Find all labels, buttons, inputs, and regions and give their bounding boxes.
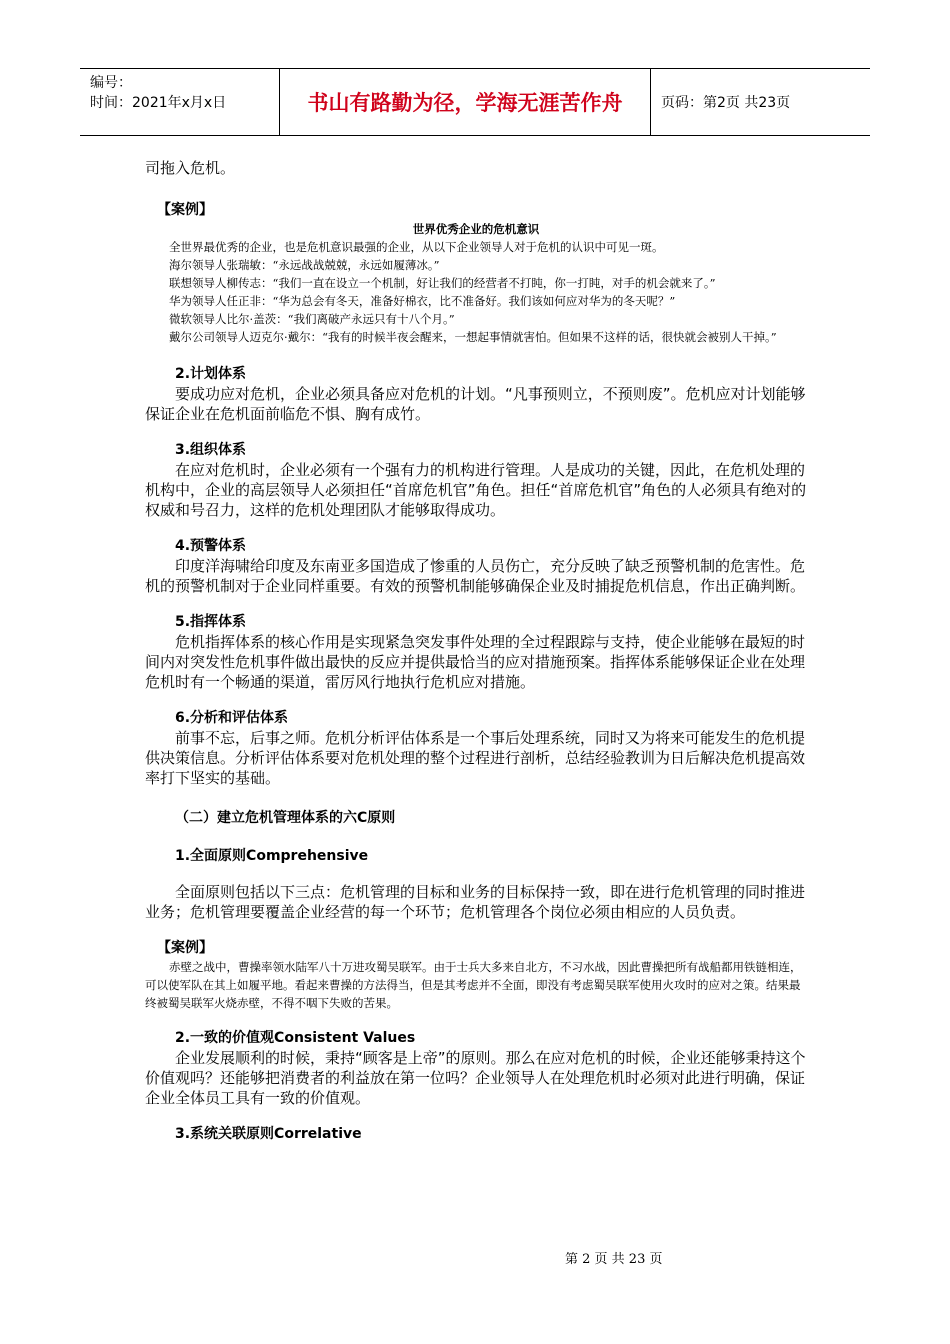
- section-text: 前事不忘，后事之师。危机分析评估体系是一个事后处理系统，同时又为将来可能发生的危机提供决策信息。分析评估体系要对危机处理的整个过程进行剖析，总结经验教训为日后解决危机提高效率打下坚实的基础。: [145, 729, 806, 787]
- case2-text: 赤壁之战中，曹操率领水陆军八十万进攻蜀吴联军。由于士兵大多来自北方，不习水战，因此曹操把所有战船都用铁链相连，可以使军队在其上如履平地。看起来曹操的方法得当，但是其考虑并不全面，即没有考虑蜀吴联军使用火攻时的应对之策。结果最终被蜀吴联军火烧赤壁，不得不咽下失败的苦果。: [145, 960, 802, 1010]
- header-motto: 书山有路勤为径，学海无涯苦作舟: [280, 69, 651, 135]
- case1-line: 微软领导人比尔·盖茨：“我们离破产永远只有十八个月。”: [169, 312, 455, 326]
- principle-heading: 1.全面原则Comprehensive: [175, 848, 369, 864]
- principle-heading: 3.系统关联原则Correlative: [175, 1126, 362, 1142]
- section-text: 危机指挥体系的核心作用是实现紧急突发事件处理的全过程跟踪与支持，使企业能够在最短的时间内对突发性危机事件做出最快的反应并提供最恰当的应对措施预案。指挥体系能够保证企业在处理危机时有一个畅通的渠道，雷厉风行地执行危机应对措施。: [145, 633, 806, 691]
- case1-title: 世界优秀企业的危机意识: [412, 222, 540, 236]
- section-heading: 5.指挥体系: [175, 614, 247, 630]
- section-heading: 2.计划体系: [175, 366, 247, 382]
- case1-label: 【案例】: [157, 202, 213, 218]
- header-number: 编号：: [90, 75, 132, 91]
- case2-label: 【案例】: [157, 940, 213, 956]
- header-page: 页码：第2页 共23页: [661, 95, 791, 111]
- page-header: [80, 68, 870, 136]
- case1-line: 华为领导人任正非：“华为总会有冬天，准备好棉衣，比不准备好。我们该如何应对华为的冬天呢？”: [169, 294, 676, 308]
- section-heading: 4.预警体系: [175, 538, 247, 554]
- case1-line: 戴尔公司领导人迈克尔·戴尔：“我有的时候半夜会醒来，一想起事情就害怕。但如果不这样的话，很快就会被别人干掉。”: [169, 330, 777, 344]
- principle-text: 企业发展顺利的时候，秉持“顾客是上帝”的原则。那么在应对危机的时候，企业还能够秉持这个价值观吗？还能够把消费者的利益放在第一位吗？企业领导人在处理危机时必须对此进行明确，保证企业全体员工具有一致的价值观。: [145, 1049, 806, 1107]
- section-heading: 6.分析和评估体系: [175, 710, 289, 726]
- page-footer: 第 2 页 共 23 页: [565, 1252, 663, 1267]
- principle-heading: 2.一致的价值观Consistent Values: [175, 1030, 416, 1046]
- header-time: 时间：2021年x月x日: [90, 95, 227, 111]
- continued-text: 司拖入危机。: [145, 159, 236, 177]
- header-meta: [80, 69, 280, 135]
- principle-text: 全面原则包括以下三点：危机管理的目标和业务的目标保持一致，即在进行危机管理的同时推进业务；危机管理要覆盖企业经营的每一个环节；危机管理各个岗位必须由相应的人员负责。: [145, 883, 806, 921]
- section-heading: 3.组织体系: [175, 442, 247, 458]
- section-text: 在应对危机时，企业必须有一个强有力的机构进行管理。人是成功的关键，因此，在危机处理的机构中，企业的高层领导人必须担任“首席危机官”角色。担任“首席危机官”角色的人必须具有绝对的权威和号召力，这样的危机处理团队才能够取得成功。: [145, 461, 807, 519]
- part-heading: （二）建立危机管理体系的六C原则: [175, 810, 396, 826]
- case1-line: 联想领导人柳传志：“我们一直在设立一个机制，好让我们的经营者不打盹，你一打盹，对手的机会就来了。”: [169, 276, 716, 290]
- document-body: [145, 150, 807, 1144]
- section-text: 印度洋海啸给印度及东南亚多国造成了惨重的人员伤亡，充分反映了缺乏预警机制的危害性。危机的预警机制对于企业同样重要。有效的预警机制能够确保企业及时捕捉危机信息，作出正确判断。: [145, 557, 806, 595]
- case1-line: 全世界最优秀的企业，也是危机意识最强的企业，从以下企业领导人对于危机的认识中可见一斑。: [169, 240, 664, 254]
- section-text: 要成功应对危机，企业必须具备应对危机的计划。“凡事预则立，不预则废”。危机应对计划能够保证企业在危机面前临危不惧、胸有成竹。: [145, 385, 806, 423]
- case1-line: 海尔领导人张瑞敏：“永远战战兢兢，永远如履薄冰。”: [169, 258, 440, 272]
